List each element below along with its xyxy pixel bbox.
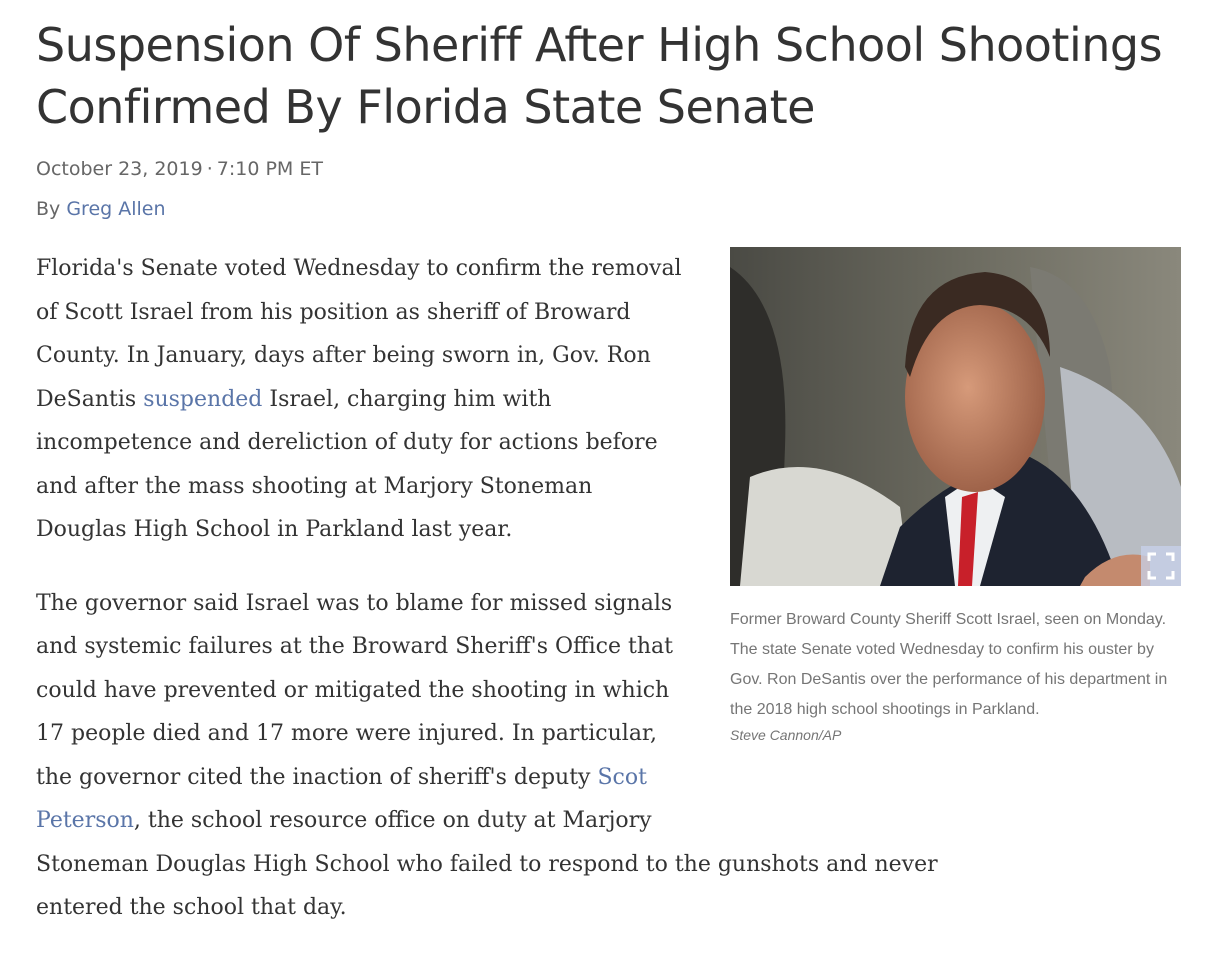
publish-date: October 23, 2019 — [36, 158, 203, 180]
paragraph-2-text-end: , the school resource office on duty at Marjory Stoneman Douglas High School who failed to respond to the gunshots and never entered the school that day. — [36, 808, 938, 920]
photo-credit: Steve Cannon/AP — [730, 727, 842, 743]
byline-prefix: By — [36, 198, 61, 220]
paragraph-1-text-start: Florida's Senate voted Wednesday to confirm the removal of Scott Israel from his position as sheriff of Broward County. In January, days after being sworn in, Gov. Ron DeSantis — [36, 256, 682, 412]
paragraph-2-text-start: The governor said Israel was to blame for missed signals and systemic failures at the Broward Sheriff's Office that could have prevented or mitigated the shooting in which 17 people died and 17 more were injured. In particular, the governor cited the inaction of sheriff's deputy — [36, 590, 673, 790]
article-body — [36, 247, 946, 958]
publish-time: 7:10 PM ET — [216, 158, 323, 180]
paragraph-1-text-end: Israel, charging him with incompetence and dereliction of duty for actions before and after the mass shooting at Marjory Stoneman Douglas High School in Parkland last year. — [36, 386, 658, 542]
scot-peterson-link[interactable]: Scot Peterson — [36, 764, 647, 833]
photo-caption: Former Broward County Sheriff Scott Israel, seen on Monday. The state Senate voted Wednesday to confirm his ouster by Gov. Ron DeSantis over the performance of his department in the 2018 high school shootings in Parkland. — [730, 611, 1168, 718]
article-headline: Suspension Of Sheriff After High School Shootings Confirmed By Florida State Senate — [36, 18, 1163, 134]
enlarge-photo-button[interactable] — [1141, 546, 1181, 586]
figure-spacer — [686, 247, 946, 802]
expand-icon — [1141, 546, 1181, 586]
dateline — [36, 158, 323, 180]
author-link[interactable]: Greg Allen — [66, 198, 166, 220]
byline — [36, 198, 166, 220]
suspended-link[interactable]: suspended — [143, 386, 263, 412]
dateline-separator: · — [206, 158, 213, 180]
